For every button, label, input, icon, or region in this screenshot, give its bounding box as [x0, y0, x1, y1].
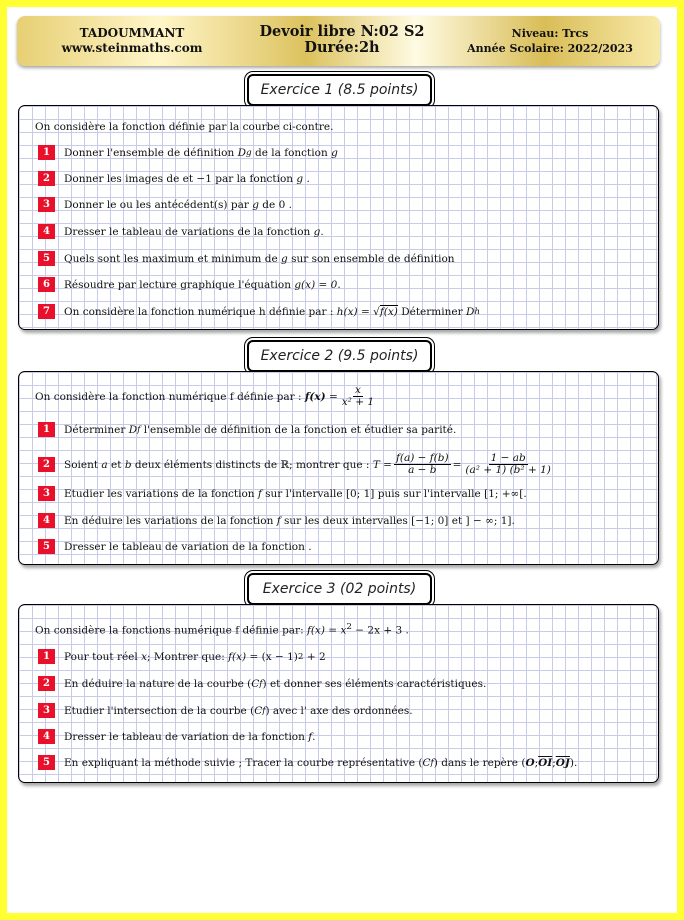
assignment-title: Devoir libre N:02 S2 [259, 23, 425, 40]
exercise-1-box [18, 105, 659, 330]
header-left [17, 26, 247, 56]
question-number: 1 [38, 422, 55, 437]
exercise-1-question: 5 Quels sont les maximum et minimum de g sur son ensemble de définition [38, 250, 455, 267]
exercise-3-question: 2 En déduire la nature de la courbe ( C f ) et donner ses éléments caractéristiques. [38, 675, 486, 692]
question-number: 3 [38, 703, 55, 718]
header-right [440, 26, 660, 56]
question-number: 2 [38, 457, 55, 472]
question-number: 2 [38, 171, 55, 186]
question-number: 3 [38, 486, 55, 501]
question-number: 1 [38, 649, 55, 664]
question-number: 4 [38, 224, 55, 239]
exercise-3-title: Exercice 3 (02 points) [247, 573, 432, 605]
site-url: www.steinmaths.com [61, 41, 203, 55]
exercise-2-question: 3 Etudier les variations de la fonction f sur l'intervalle [0; 1] puis sur l'intervalle [1; +∞[. [38, 485, 527, 502]
exercise-2-question: 4 En déduire les variations de la fonction f sur les deux intervalles [−1; 0] et ] − ∞; 1] . [38, 512, 515, 529]
exercise-3-question: 3 Etudier l'intersection de la courbe ( C f ) avec l' axe des ordonnées. [38, 702, 413, 719]
page-header [17, 16, 660, 66]
question-number: 5 [38, 539, 55, 554]
exercise-1-question: 2 Donner les images de et −1 par la fonction g . [38, 170, 310, 187]
question-number: 3 [38, 197, 55, 212]
exercise-1-question: 1 Donner l'ensemble de définition D g de la fonction g [38, 144, 338, 161]
exercise-2-box [18, 371, 659, 565]
exercise-3-box [18, 604, 659, 783]
level: Niveau: Trcs [511, 27, 589, 40]
exercise-2-question: 1 Déterminer D f l'ensemble de définition de la fonction et étudier sa parité. [38, 421, 456, 438]
exercise-3-question: 1 Pour tout réel x ; Montrer que: f(x) = (x − 1) 2 + 2 [38, 648, 326, 665]
exercise-2-title: Exercice 2 (9.5 points) [247, 340, 432, 372]
exercise-1-title: Exercice 1 (8.5 points) [247, 74, 432, 106]
exercise-1-question: 7 On considère la fonction numérique h définie par : h(x) = √ f(x) Déterminer D h [38, 303, 480, 320]
exercise-3-intro: On considère la fonctions numérique f définie par: $f(x) = x^2 - 2x + 3$ . [35, 622, 409, 637]
exercise-3-question: 5 En expliquant la méthode suivie ; Tracer la courbe représentative ( C f ) dans le repère ( O ; $\overline{OI}$ ; $\overline{OJ}$ ). [38, 754, 577, 771]
exercise-1-question: 6 Résoudre par lecture graphique l'équation g(x) = 0 . [38, 276, 341, 293]
question-number: 2 [38, 676, 55, 691]
question-number: 1 [38, 145, 55, 160]
exercise-1-intro: On considère la fonction définie par la courbe ci-contre. [35, 121, 334, 133]
duration: Durée:2h [304, 39, 380, 56]
exercise-2-question: 5 Dresser le tableau de variation de la fonction . [38, 538, 312, 555]
header-center [217, 24, 467, 56]
exercise-3-question: 4 Dresser le tableau de variation de la fonction f . [38, 728, 315, 745]
question-number: 7 [38, 304, 55, 319]
exercise-2-intro: On considère la fonction numérique f définie par : f(x) = $\frac{x}{\text{x² + 1}}$ [35, 384, 375, 408]
school-year: Année Scolaire: 2022/2023 [467, 42, 633, 55]
exercise-2-question: 2 Soient a et b deux éléments distincts de ℝ ; montrer que : T = $\frac{f(a) - f(b)}{a - b}$ = $\frac{1 - ab}{\text{(a² + 1) (b² + 1)}}$ [38, 456, 555, 473]
exercise-1-question: 3 Donner le ou les antécédent(s) par g de 0 . [38, 196, 292, 213]
question-number: 5 [38, 251, 55, 266]
site-name: TADOUMMANT [79, 26, 185, 40]
question-number: 5 [38, 755, 55, 770]
exercise-1-question: 4 Dresser le tableau de variations de la fonction g . [38, 223, 324, 240]
question-number: 4 [38, 729, 55, 744]
question-number: 6 [38, 277, 55, 292]
question-number: 4 [38, 513, 55, 528]
